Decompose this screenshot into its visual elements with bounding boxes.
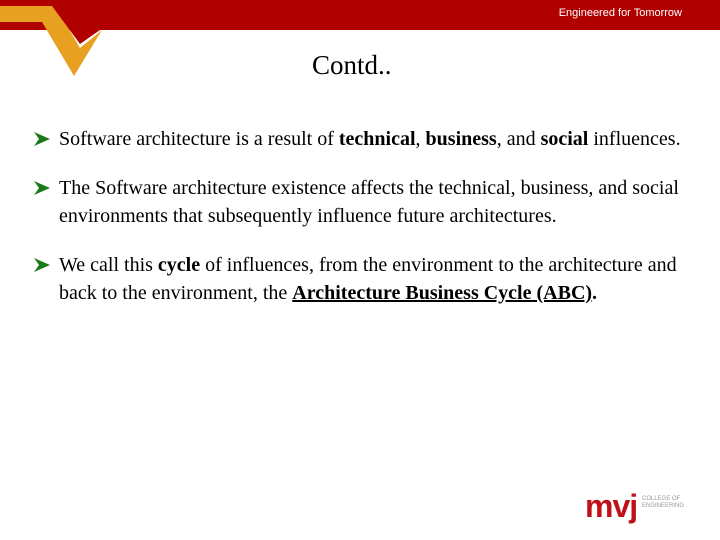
bullet-arrow-icon (34, 181, 50, 195)
bullet-text-segment: . (592, 282, 598, 304)
header-chevron-decoration (0, 0, 110, 80)
bullet-text-segment: The Software architecture existence affects the technical, business, and social environments that subsequently influence future architectures. (59, 177, 679, 227)
bullet-text-segment: business (425, 128, 497, 150)
header-tagline: Engineered for Tomorrow (558, 7, 682, 19)
bullet-text-segment: cycle (157, 254, 201, 276)
bullet-text-segment: social (540, 128, 589, 150)
logo-text (642, 496, 684, 510)
bullet-arrow-icon (34, 258, 50, 272)
bullet-text-segment: Software architecture is a result of (59, 128, 339, 150)
bullet-item (34, 125, 704, 153)
bullet-text-segment: We call this (59, 254, 158, 276)
college-logo (585, 490, 695, 526)
bullet-text-segment: , (415, 128, 426, 150)
bullet-item (34, 251, 704, 307)
bullet-text-segment: Architecture Business Cycle (ABC) (292, 282, 593, 304)
logo-mark: mvj (585, 488, 638, 524)
logo-line-1: COLLEGE OF (642, 496, 681, 502)
bullet-text-segment: , and (496, 128, 541, 150)
bullet-text-segment: technical (338, 128, 416, 150)
logo-line-2: ENGINEERING (642, 503, 685, 509)
bullet-item (34, 174, 704, 230)
bullet-text-segment: influences. (588, 128, 681, 150)
bullet-arrow-icon (34, 132, 50, 146)
bullet-text-segment: of influences, from the environment to the architecture and back to the environment, the (59, 254, 677, 304)
bullet-list (34, 125, 704, 328)
slide-title: Contd.. (312, 50, 392, 80)
